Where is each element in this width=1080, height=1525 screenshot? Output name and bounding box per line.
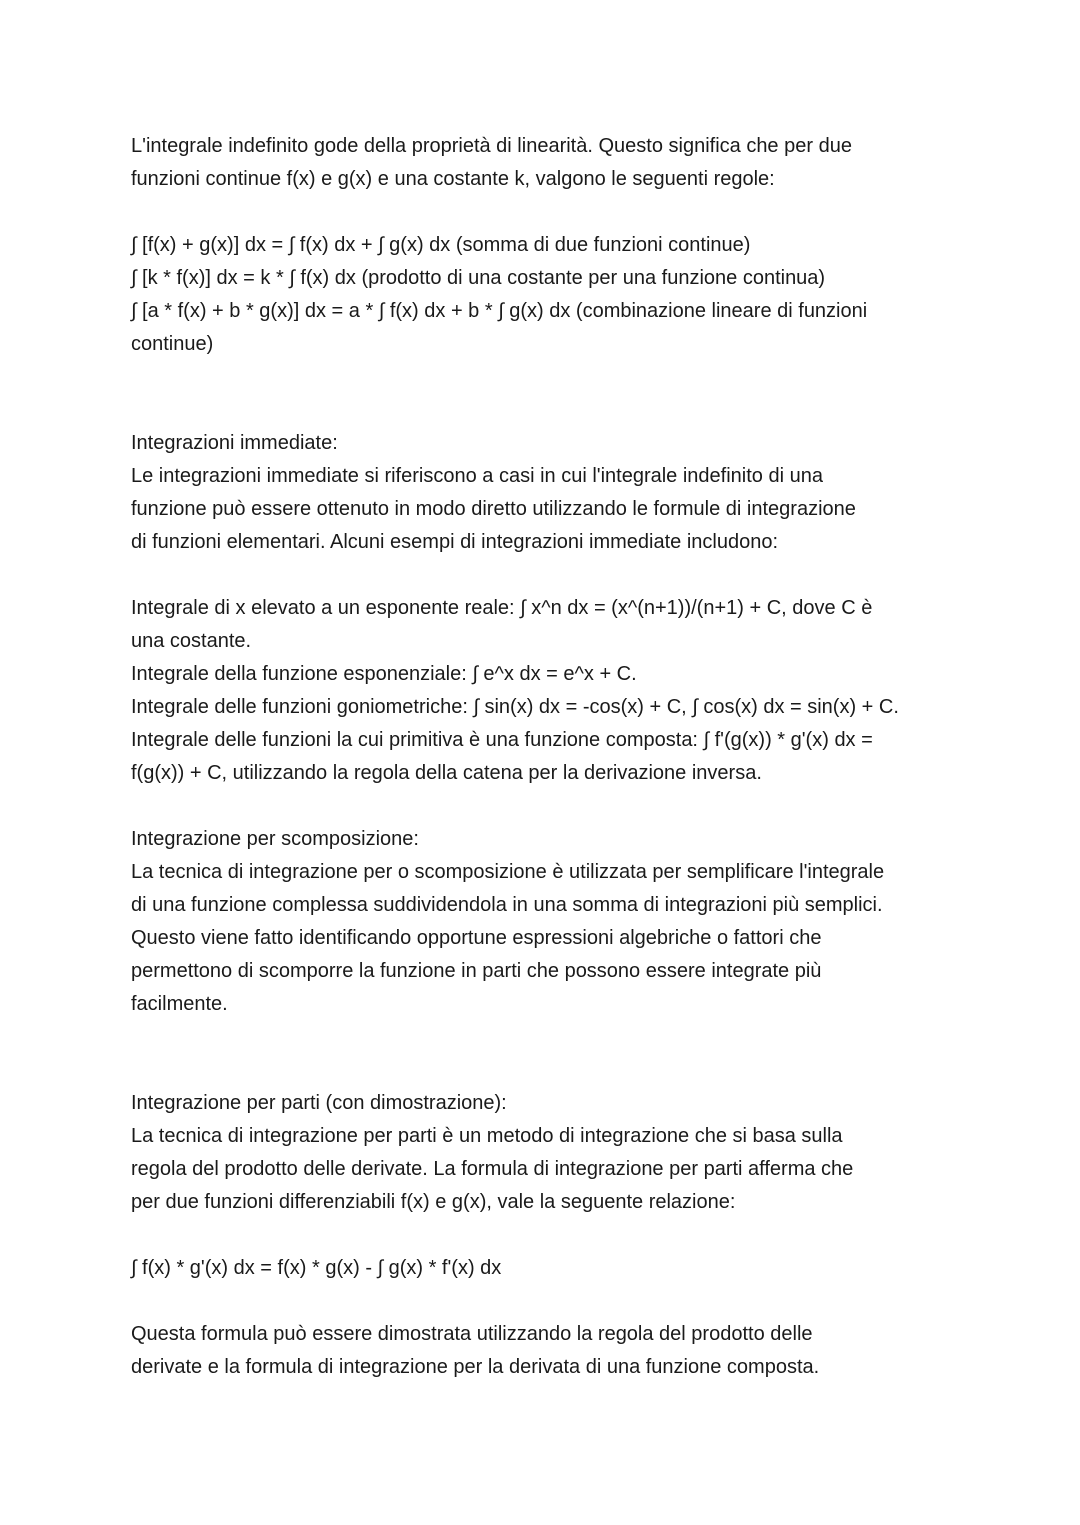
linearity-rule-combination: ∫ [a * f(x) + b * g(x)] dx = a * ∫ f(x) dx + b * ∫ g(x) dx (combinazione lineare di funzioni	[131, 300, 868, 322]
spacer	[131, 394, 961, 427]
example-power-cont: una costante.	[131, 630, 252, 652]
by-parts-proof-line: Questa formula può essere dimostrata utilizzando la regola del prodotto delle	[131, 1323, 813, 1345]
example-trig: Integrale delle funzioni goniometriche: ∫ sin(x) dx = -cos(x) + C, ∫ cos(x) dx = sin(x) + C.	[131, 696, 899, 718]
by-parts-proof-line: derivate e la formula di integrazione per la derivata di una funzione composta.	[131, 1356, 820, 1378]
decomposition-line: di una funzione complessa suddividendola in una somma di integrazioni più semplici.	[131, 894, 883, 916]
by-parts-line: La tecnica di integrazione per parti è un metodo di integrazione che si basa sulla	[131, 1125, 843, 1147]
decomposition-line: Questo viene fatto identificando opportune espressioni algebriche o fattori che	[131, 927, 822, 949]
by-parts-line: per due funzioni differenziabili f(x) e g(x), vale la seguente relazione:	[131, 1191, 736, 1213]
intro-paragraph	[131, 130, 961, 196]
examples-list	[131, 592, 961, 790]
intro-line: L'integrale indefinito gode della proprietà di linearità. Questo significa che per due	[131, 135, 852, 157]
immediate-line: di funzioni elementari. Alcuni esempi di integrazioni immediate includono:	[131, 531, 779, 553]
immediate-line: funzione può essere ottenuto in modo diretto utilizzando le formule di integrazione	[131, 498, 856, 520]
decomposition-line: facilmente.	[131, 993, 228, 1015]
example-composite-cont: f(g(x)) + C, utilizzando la regola della catena per la derivazione inversa.	[131, 762, 762, 784]
linearity-rule-combination-cont: continue)	[131, 333, 214, 355]
by-parts-title: Integrazione per parti (con dimostrazione):	[131, 1092, 507, 1114]
by-parts-formula-text: ∫ f(x) * g'(x) dx = f(x) * g(x) - ∫ g(x) * f'(x) dx	[131, 1257, 502, 1279]
intro-line: funzioni continue f(x) e g(x) e una costante k, valgono le seguenti regole:	[131, 168, 775, 190]
by-parts-proof	[131, 1318, 961, 1384]
decomposition-line: permettono di scomporre la funzione in parti che possono essere integrate più	[131, 960, 822, 982]
linearity-rule-sum: ∫ [f(x) + g(x)] dx = ∫ f(x) dx + ∫ g(x) dx (somma di due funzioni continue)	[131, 234, 751, 256]
spacer	[131, 1054, 961, 1087]
decomposition-line: La tecnica di integrazione per o scomposizione è utilizzata per semplificare l'integrale	[131, 861, 885, 883]
example-power: Integrale di x elevato a un esponente reale: ∫ x^n dx = (x^(n+1))/(n+1) + C, dove C è	[131, 597, 873, 619]
immediate-line: Le integrazioni immediate si riferiscono a casi in cui l'integrale indefinito di una	[131, 465, 823, 487]
by-parts-line: regola del prodotto delle derivate. La formula di integrazione per parti afferma che	[131, 1158, 854, 1180]
linearity-rule-constant: ∫ [k * f(x)] dx = k * ∫ f(x) dx (prodotto di una costante per una funzione continua)	[131, 267, 826, 289]
linearity-rules	[131, 229, 961, 361]
example-composite: Integrale delle funzioni la cui primitiva è una funzione composta: ∫ f'(g(x)) * g'(x) dx =	[131, 729, 873, 751]
immediate-title: Integrazioni immediate:	[131, 432, 338, 454]
document-content	[131, 130, 961, 1417]
immediate-section	[131, 427, 961, 559]
example-exponential: Integrale della funzione esponenziale: ∫ e^x dx = e^x + C.	[131, 663, 637, 685]
decomposition-title: Integrazione per scomposizione:	[131, 828, 419, 850]
by-parts-section	[131, 1087, 961, 1219]
by-parts-formula	[131, 1252, 961, 1285]
decomposition-section	[131, 823, 961, 1021]
